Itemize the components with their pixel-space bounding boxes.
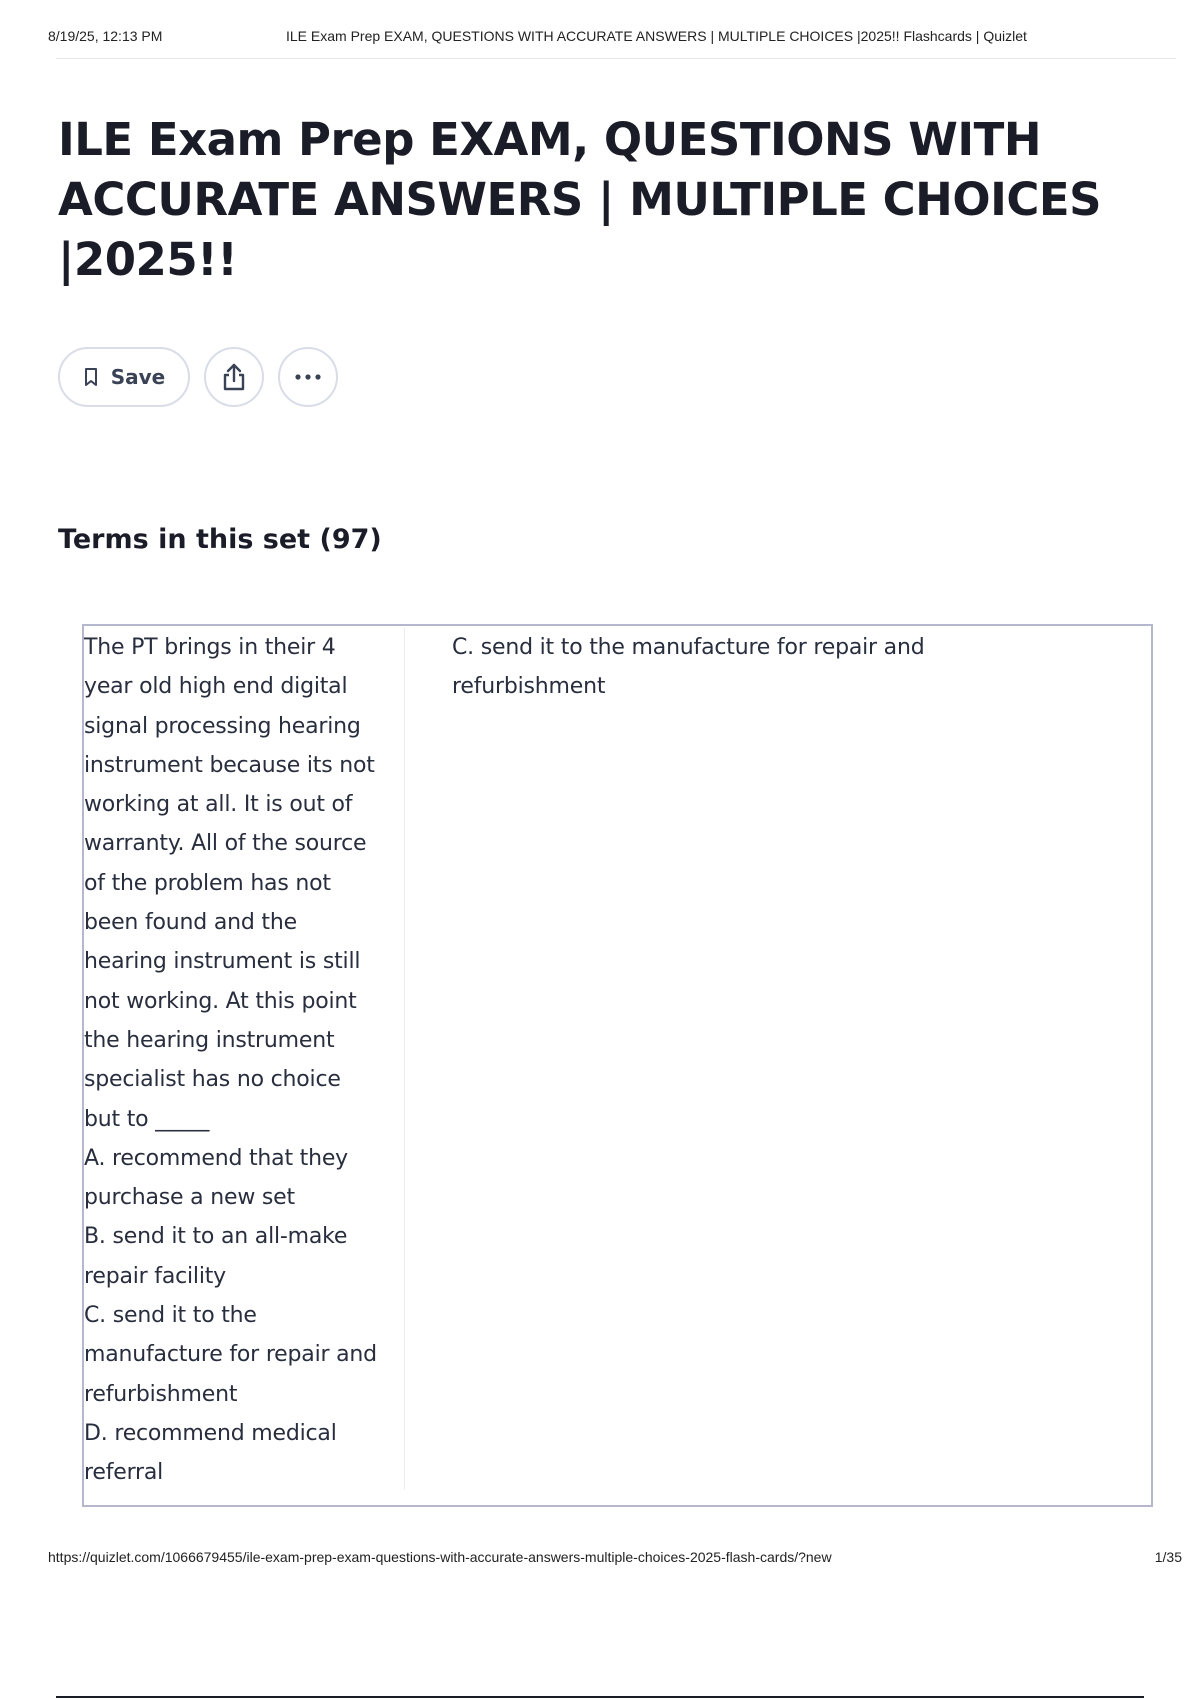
share-icon bbox=[220, 362, 248, 392]
term-text: The PT brings in their 4 year old high end digital signal processing hearing instrument because its not working at all. It is out of warranty. All of the source of the problem has not been found and the hearing instrument is still not working. At this point the hearing instrument specialist has no choice but to _____ A. recommend that they purchase a new set B. send it to an all-make repair facility C. send it to the manufacture for repair and refurbishment D. recommend medical referral bbox=[84, 628, 405, 1490]
print-footer bbox=[48, 1549, 1182, 1571]
save-button[interactable] bbox=[58, 347, 190, 407]
page-number: 1/35 bbox=[1154, 1549, 1182, 1565]
bookmark-icon bbox=[83, 367, 99, 387]
more-options-icon bbox=[294, 373, 322, 381]
header-divider bbox=[56, 58, 1176, 59]
set-title: ILE Exam Prep EXAM, QUESTIONS WITH ACCURATE ANSWERS | MULTIPLE CHOICES |2025!! bbox=[58, 113, 1102, 286]
set-actions bbox=[58, 346, 338, 408]
print-date: 8/19/25, 12:13 PM bbox=[48, 28, 163, 44]
page-url: https://quizlet.com/1066679455/ile-exam-prep-exam-questions-with-accurate-answers-multiple-choices-2025-flash-cards/?new bbox=[48, 1549, 832, 1565]
terms-list bbox=[82, 624, 1153, 1507]
share-button[interactable] bbox=[204, 347, 264, 407]
save-button-label: Save bbox=[110, 365, 166, 389]
print-document-title: ILE Exam Prep EXAM, QUESTIONS WITH ACCURATE ANSWERS | MULTIPLE CHOICES |2025!! Flashcards | Quizlet bbox=[286, 28, 1027, 44]
terms-heading: Terms in this set (97) bbox=[58, 524, 382, 555]
print-header bbox=[48, 28, 1160, 50]
bottom-divider bbox=[56, 1696, 1144, 1698]
term-row[interactable] bbox=[84, 626, 1151, 1505]
more-options-button[interactable] bbox=[278, 347, 338, 407]
definition-text: C. send it to the manufacture for repair and refurbishment bbox=[452, 635, 925, 700]
